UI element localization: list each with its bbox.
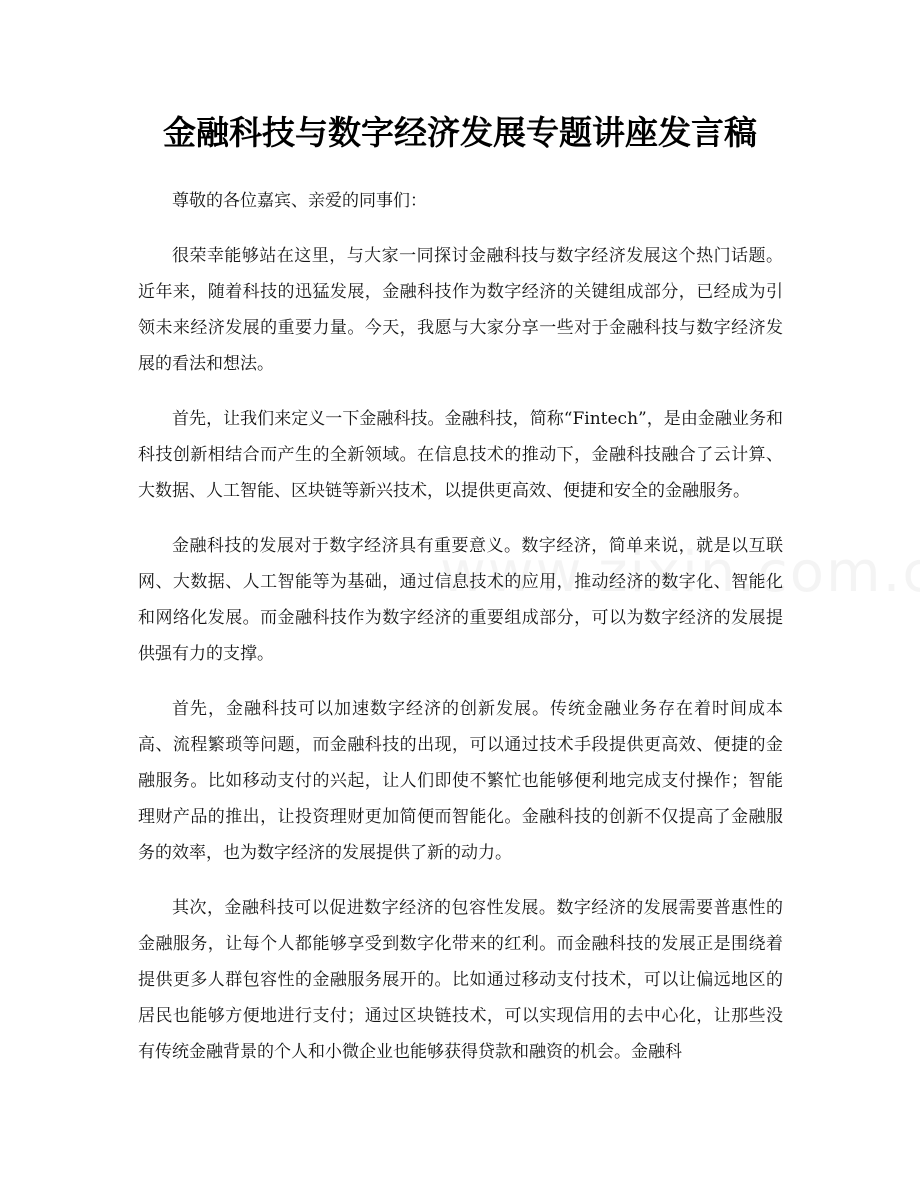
paragraph-inclusiveness: 其次，金融科技可以促进数字经济的包容性发展。数字经济的发展需要普惠性的金融服务，让每个人都能够享受到数字化带来的红利。而金融科技的发展正是围绕着提供更多人群包容性的金融服务展开的。比如通过移动支付技术，可以让偏远地区的居民也能够方便地进行支付；通过区块链技术，可以实现信用的去中心化，让那些没有传统金融背景的个人和小微企业也能够获得贷款和融资的机会。金融科 (138, 898, 783, 1062)
paragraph-salutation: 尊敬的各位嘉宾、亲爱的同事们： (172, 191, 427, 211)
document-title: 金融科技与数字经济发展专题讲座发言稿 (163, 113, 757, 152)
paragraph-fintech-definition: 首先，让我们来定义一下金融科技。金融科技，简称“Fintech”，是由金融业务和科技创新相结合而产生的全新领域。在信息技术的推动下，金融科技融合了云计算、大数据、人工智能、区块链等新兴技术，以提供更高效、便捷和安全的金融服务。 (138, 409, 783, 501)
paragraph-digital-economy: 金融科技的发展对于数字经济具有重要意义。数字经济，简单来说，就是以互联网、大数据、人工智能等为基础，通过信息技术的应用，推动经济的数字化、智能化和网络化发展。而金融科技作为数字经济的重要组成部分，可以为数字经济的发展提供强有力的支撑。 (138, 536, 783, 664)
paragraph-introduction: 很荣幸能够站在这里，与大家一同探讨金融科技与数字经济发展这个热门话题。近年来，随着科技的迅猛发展，金融科技作为数字经济的关键组成部分，已经成为引领未来经济发展的重要力量。今天，我愿与大家分享一些对于金融科技与数字经济发展的看法和想法。 (138, 246, 783, 374)
paragraph-innovation: 首先，金融科技可以加速数字经济的创新发展。传统金融业务存在着时间成本高、流程繁琐等问题，而金融科技的出现，可以通过技术手段提供更高效、便捷的金融服务。比如移动支付的兴起，让人们即使不繁忙也能够便利地完成支付操作；智能理财产品的推出，让投资理财更加简便而智能化。金融科技的创新不仅提高了金融服务的效率，也为数字经济的发展提供了新的动力。 (138, 699, 783, 863)
document-body (138, 183, 783, 1089)
